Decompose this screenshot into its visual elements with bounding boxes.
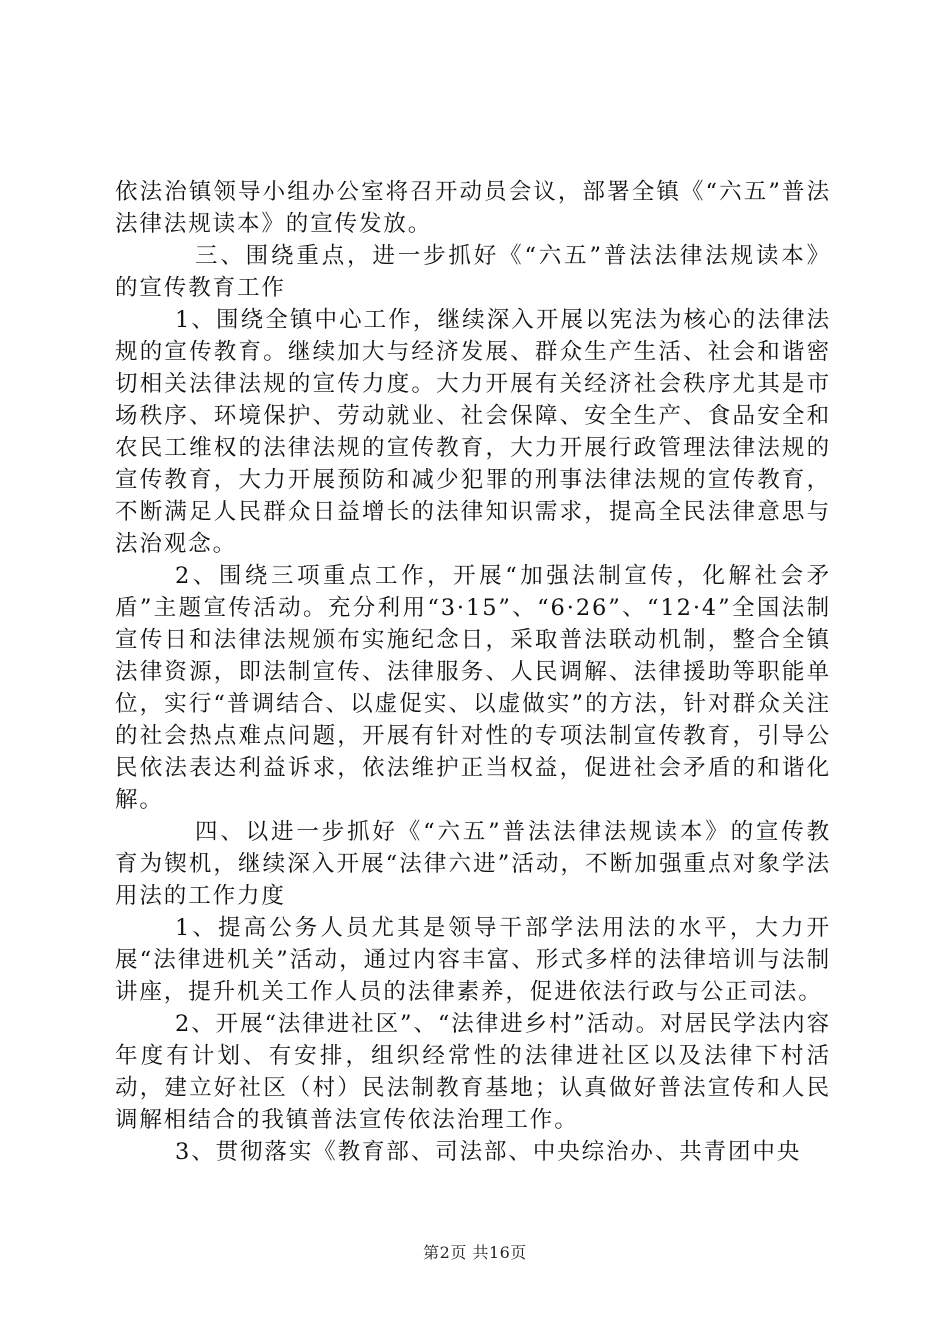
section-heading-four: 四、以进一步抓好《“六五”普法法律法规读本》的宣传教育为锲机，继续深入开展“法律六进”活动，不断加强重点对象学法用法的工作力度 (115, 819, 831, 909)
page-number-footer: 第2页 共16页 (423, 1243, 527, 1262)
paragraph-item-1-center-work: 1、围绕全镇中心工作，继续深入开展以宪法为核心的法律法规的宣传教育。继续加大与经济发展、群众生产生活、社会和谐密切相关法律法规的宣传力度。大力开展有关经济社会秩序尤其是市场秩序、环境保护、劳动就业、社会保障、安全生产、食品安全和农民工维权的法律法规的宣传教育，大力开展行政管理法律法规的宣传教育，大力开展预防和减少犯罪的刑事法律法规的宣传教育，不断满足人民群众日益增长的法律知识需求，提高全民法律意思与法治观念。 (115, 307, 831, 557)
paragraph-item-3-implementation: 3、贯彻落实《教育部、司法部、中央综治办、共青团中央 (175, 1139, 802, 1165)
document-body (115, 176, 831, 1168)
paragraph-item-2-community: 2、开展“法律进社区”、“法律进乡村”活动。对居民学法内容年度有计划、有安排，组织经常性的法律进社区以及法律下村活动，建立好社区（村）民法制教育基地；认真做好普法宣传和人民调解相结合的我镇普法宣传依法治理工作。 (115, 1011, 831, 1133)
paragraph-mobilization-meeting: 依法治镇领导小组办公室将召开动员会议，部署全镇《“六五”普法法律法规读本》的宣传发放。 (115, 179, 831, 237)
section-heading-three: 三、围绕重点，进一步抓好《“六五”普法法律法规读本》的宣传教育工作 (115, 243, 831, 301)
paragraph-item-2-key-work: 2、围绕三项重点工作，开展“加强法制宣传，化解社会矛盾”主题宣传活动。充分利用“3·15”、“6·26”、“12·4”全国法制宣传日和法律法规颁布实施纪念日，采取普法联动机制，整合全镇法律资源，即法制宣传、法律服务、人民调解、法律援助等职能单位，实行“普调结合、以虚促实、以虚做实”的方法，针对群众关注的社会热点难点问题，开展有针对性的专项法制宣传教育，引导公民依法表达利益诉求，依法维护正当权益，促进社会矛盾的和谐化解。 (115, 563, 831, 813)
paragraph-item-1-officials: 1、提高公务人员尤其是领导干部学法用法的水平，大力开展“法律进机关”活动，通过内容丰富、形式多样的法律培训与法制讲座，提升机关工作人员的法律素养，促进依法行政与公正司法。 (115, 915, 831, 1005)
